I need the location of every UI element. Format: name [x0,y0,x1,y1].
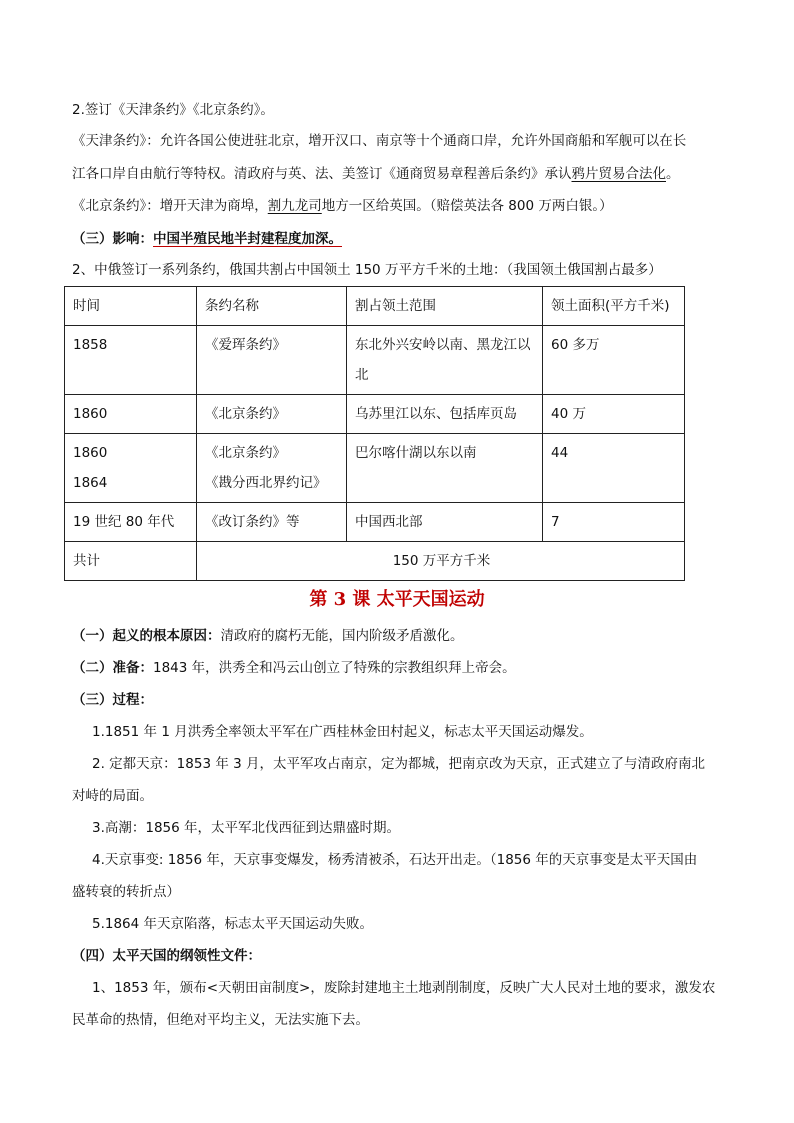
range-cell-line: 乌苏里江以东、包括库页岛 [355,406,517,422]
time-cell [65,434,197,503]
column-header: 领土面积(平方千米) [543,287,685,326]
process-item-2: 2. 定都天京：1853 年 3 月，太平军攻占南京，定为都城，把南京改为天京，正式建立了与清政府南北 [92,756,705,772]
time-cell-line: 1860 [73,406,108,422]
column-header: 割占领土范围 [347,287,543,326]
treaty-cell [197,395,347,434]
treaty-cell-line: 《爱珲条约》 [205,337,286,353]
beijing-rest: 地方一区给英国。（赔偿英法各 800 万两白银。） [321,198,613,214]
treaty-cell-line: 《戡分西北界约记》 [205,475,327,491]
treaty-cell [197,434,347,503]
impact-label: （三）影响： [72,231,153,247]
total-label: 共计 [65,542,197,581]
preparation-label: （二）准备： [72,660,153,676]
tianjin-treaty-line-2 [72,164,680,184]
preparation-text: 1843 年，洪秀全和冯云山创立了特殊的宗教组织拜上帝会。 [153,660,516,676]
area-cell: 44 [543,434,685,503]
process-item-2-cont: 对峙的局面。 [72,788,153,804]
tianjin-treaty-line-1: 《天津条约》：允许各国公使进驻北京，增开汉口、南京等十个通商口岸，允许外国商船和军舰可以在长 [72,133,687,149]
treaty-cell-line: 《北京条约》 [205,406,286,422]
area-cell: 60 多万 [543,326,685,395]
time-cell-line: 1864 [73,475,108,491]
process-item-4-cont: 盛转衰的转折点） [72,884,180,900]
range-cell [347,503,543,542]
cause-label: （一）起义的根本原因： [72,628,221,644]
time-cell [65,503,197,542]
time-cell-line: 1858 [73,337,108,353]
process-item-4: 4.天京事变: 1856 年，天京事变爆发，杨秀清被杀，石达开出走。（1856 年的天京事变是太平天国由 [92,852,698,868]
total-value: 150 万平方千米 [197,542,685,581]
impact-text: 中国半殖民地半封建程度加深。 [153,231,342,247]
range-cell-line: 中国西北部 [355,514,423,530]
process-item-1: 1.1851 年 1 月洪秀全率领太平军在广西桂林金田村起义，标志太平天国运动爆发。 [92,724,593,740]
program-heading: （四）太平天国的纲领性文件： [72,948,261,964]
tianjin-text: 江各口岸自由航行等特权。清政府与英、法、美签订《通商贸易章程善后条约》承认 [72,166,572,182]
process-heading: （三）过程： [72,692,153,708]
impact-line [72,229,342,249]
opium-trade-legal: 鸦片贸易合法化 [571,166,666,182]
time-cell-line: 1860 [73,445,108,461]
process-item-5: 5.1864 年天京陷落，标志太平天国运动失败。 [92,916,374,932]
range-cell-line: 东北外兴安岭以南、黑龙江以 [355,337,531,353]
area-cell: 40 万 [543,395,685,434]
time-cell-line: 19 世纪 80 年代 [73,514,175,530]
time-cell [65,326,197,395]
table-row [65,503,685,542]
area-cell: 7 [543,503,685,542]
table-header-row [65,287,685,326]
table-row [65,395,685,434]
cause-text: 清政府的腐朽无能，国内阶级矛盾激化。 [220,628,464,644]
program-item-1: 1、1853 年，颁布<天朝田亩制度>，废除封建地主土地剥削制度，反映广大人民对土地的要求，激发农 [92,980,716,996]
russia-treaties-line: 2、中俄签订一系列条约，俄国共割占中国领土 150 万平方千米的土地：（我国领土俄国割占最多） [72,262,662,278]
beijing-text: 《北京条约》：增开天津为商埠， [72,198,268,214]
process-item-3: 3.高潮：1856 年，太平军北伐西征到达鼎盛时期。 [92,820,401,836]
column-header: 条约名称 [197,287,347,326]
beijing-treaty-line [72,196,613,216]
table-row [65,434,685,503]
kowloon-cession: 割九龙司 [267,198,322,214]
section-2-heading: 2.签订《天津条约》《北京条约》。 [72,102,274,118]
russia-territory-table [64,286,685,581]
treaty-cell-line: 《北京条约》 [205,445,286,461]
range-cell-line: 北 [355,367,369,383]
program-item-1-cont: 民革命的热情，但绝对平均主义，无法实施下去。 [72,1012,369,1028]
table-total-row [65,542,685,581]
preparation-line [72,658,516,678]
range-cell [347,326,543,395]
table-row [65,326,685,395]
column-header: 时间 [65,287,197,326]
treaty-cell [197,503,347,542]
treaty-cell-line: 《改订条约》等 [205,514,300,530]
period: 。 [666,166,680,182]
treaty-cell [197,326,347,395]
cause-line [72,626,464,646]
range-cell [347,395,543,434]
range-cell-line: 巴尔喀什湖以东以南 [355,445,477,461]
range-cell [347,434,543,503]
lesson-title: 第 3 课 太平天国运动 [309,589,485,610]
time-cell [65,395,197,434]
